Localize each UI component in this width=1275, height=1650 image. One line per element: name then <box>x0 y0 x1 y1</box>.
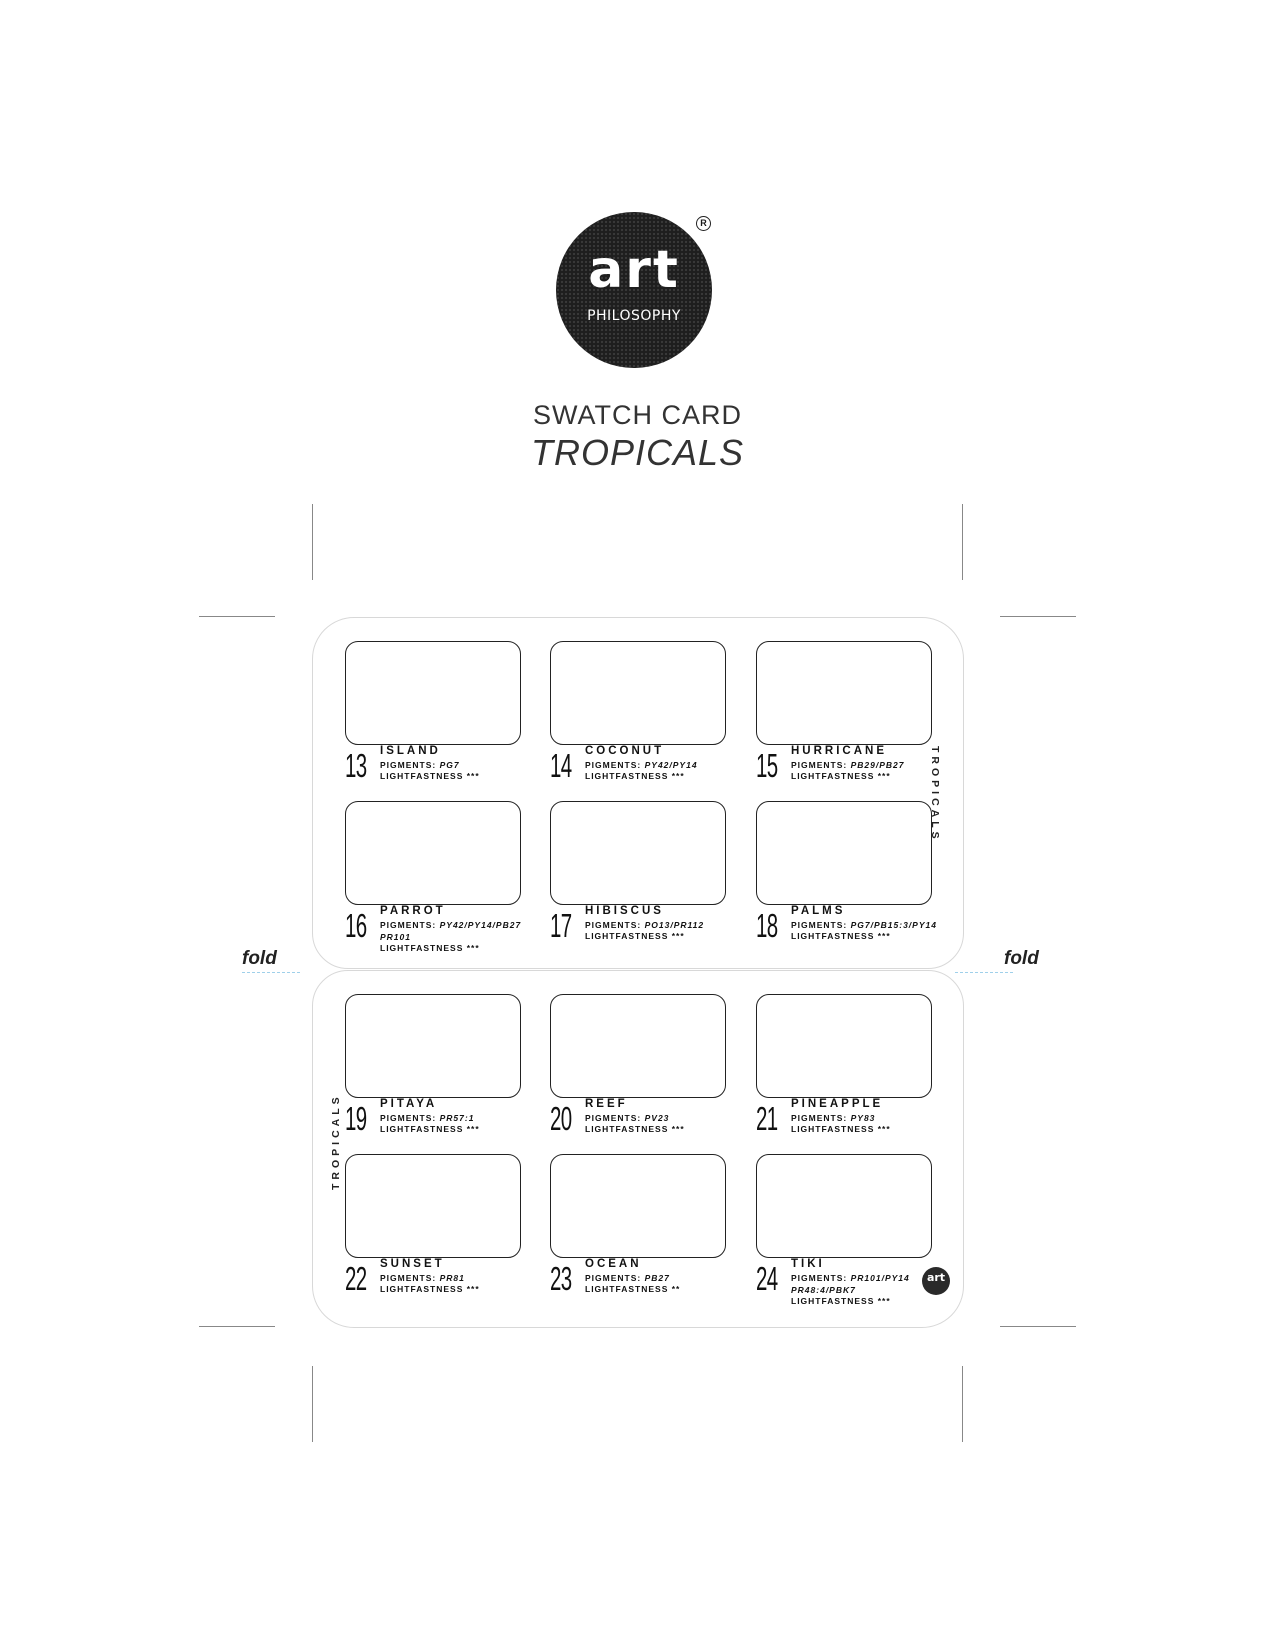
swatch-number: 21 <box>756 1100 778 1137</box>
swatch-paint-area[interactable] <box>756 641 932 745</box>
crop-mark <box>312 504 313 580</box>
swatch-number: 16 <box>345 907 367 944</box>
swatch-lightfastness: LIGHTFASTNESS *** <box>791 771 891 781</box>
pigments-value: PB27 <box>644 1273 670 1283</box>
registered-mark: R <box>696 216 711 231</box>
swatch-pigments <box>380 759 550 771</box>
pigments-value: PY83 <box>850 1113 876 1123</box>
swatch-name: PINEAPPLE <box>791 1098 884 1110</box>
swatch-paint-area[interactable] <box>550 994 726 1098</box>
pigments-value: PR81 <box>439 1273 465 1283</box>
fold-label-right: fold <box>1004 948 1039 969</box>
crop-mark <box>312 1366 313 1442</box>
swatch-pigments <box>585 1272 755 1284</box>
swatch-number: 15 <box>756 747 778 784</box>
pigments-value: PV23 <box>644 1113 670 1123</box>
swatch-name: COCONUT <box>585 745 665 757</box>
swatch-lightfastness: LIGHTFASTNESS *** <box>791 1124 891 1134</box>
swatch-cell <box>550 994 726 1144</box>
swatch-cell <box>345 994 521 1144</box>
pigments-value: PO13/PR112 <box>644 920 705 930</box>
swatch-cell <box>345 641 521 791</box>
swatch-cell <box>550 1154 726 1304</box>
pigments-label: PIGMENTS: <box>791 920 848 930</box>
swatch-name: HURRICANE <box>791 745 887 757</box>
pigments-value-2: PR48:4/PBK7 <box>791 1285 856 1295</box>
swatch-paint-area[interactable] <box>756 1154 932 1258</box>
pigments-value: PR101/PY14 <box>850 1273 910 1283</box>
swatch-number: 23 <box>550 1260 572 1297</box>
pigments-label: PIGMENTS: <box>380 1113 437 1123</box>
swatch-number: 19 <box>345 1100 367 1137</box>
swatch-cell <box>756 994 932 1144</box>
swatch-cell <box>756 641 932 791</box>
pigments-label: PIGMENTS: <box>791 760 848 770</box>
swatch-paint-area[interactable] <box>756 994 932 1098</box>
pigments-label: PIGMENTS: <box>380 1273 437 1283</box>
crop-mark <box>199 1326 275 1327</box>
swatch-number: 24 <box>756 1260 778 1297</box>
crop-mark <box>1000 616 1076 617</box>
swatch-number: 13 <box>345 747 367 784</box>
swatch-lightfastness: LIGHTFASTNESS *** <box>380 1124 480 1134</box>
swatch-cell <box>345 801 521 951</box>
swatch-pigments <box>585 919 755 931</box>
side-label-left: TROPICALS <box>330 1093 342 1190</box>
swatch-pigments <box>791 919 961 931</box>
brand-logo <box>556 212 712 368</box>
pigments-label: PIGMENTS: <box>585 1273 642 1283</box>
swatch-name: ISLAND <box>380 745 441 757</box>
swatch-number: 18 <box>756 907 778 944</box>
swatch-number: 17 <box>550 907 572 944</box>
pigments-label: PIGMENTS: <box>585 760 642 770</box>
swatch-lightfastness: LIGHTFASTNESS *** <box>380 1284 480 1294</box>
crop-mark <box>962 1366 963 1442</box>
swatch-pigments <box>791 759 961 771</box>
swatch-lightfastness: LIGHTFASTNESS *** <box>585 771 685 781</box>
pigments-label: PIGMENTS: <box>791 1113 848 1123</box>
swatch-name: TIKI <box>791 1258 825 1270</box>
pigments-label: PIGMENTS: <box>380 760 437 770</box>
pigments-label: PIGMENTS: <box>585 1113 642 1123</box>
fold-line-right <box>955 972 1013 973</box>
crop-mark <box>962 504 963 580</box>
brand-sub: PHILOSOPHY <box>587 308 681 324</box>
swatch-lightfastness: LIGHTFASTNESS *** <box>585 1124 685 1134</box>
swatch-number: 22 <box>345 1260 367 1297</box>
crop-mark <box>1000 1326 1076 1327</box>
swatch-pigments <box>585 759 755 771</box>
swatch-name: HIBISCUS <box>585 905 664 917</box>
swatch-cell <box>756 1154 932 1304</box>
pigments-value: PG7 <box>439 760 460 770</box>
swatch-lightfastness: LIGHTFASTNESS *** <box>380 943 480 953</box>
swatch-cell <box>756 801 937 951</box>
swatch-lightfastness: LIGHTFASTNESS ** <box>585 1284 681 1294</box>
swatch-number: 20 <box>550 1100 572 1137</box>
swatch-number: 14 <box>550 747 572 784</box>
swatch-pigments <box>585 1112 755 1124</box>
swatch-paint-area[interactable] <box>345 641 521 745</box>
swatch-name: PALMS <box>791 905 846 917</box>
side-label-right: TROPICALS <box>929 746 941 843</box>
pigments-value: PB29/PB27 <box>850 760 905 770</box>
swatch-paint-area[interactable] <box>345 994 521 1098</box>
crop-mark <box>199 616 275 617</box>
pigments-value: PR57:1 <box>439 1113 475 1123</box>
swatch-name: REEF <box>585 1098 628 1110</box>
swatch-cell <box>345 1154 521 1304</box>
swatch-paint-area[interactable] <box>550 1154 726 1258</box>
swatch-pigments <box>791 1112 961 1124</box>
pigments-label: PIGMENTS: <box>791 1273 848 1283</box>
swatch-name: PITAYA <box>380 1098 438 1110</box>
swatch-name: SUNSET <box>380 1258 445 1270</box>
pigments-label: PIGMENTS: <box>585 920 642 930</box>
swatch-lightfastness: LIGHTFASTNESS *** <box>791 1296 891 1306</box>
page-subtitle: TROPICALS <box>530 432 745 473</box>
mini-brand-logo <box>922 1267 950 1295</box>
pigments-value-2: PR101 <box>380 932 411 942</box>
pigments-value: PY42/PY14 <box>644 760 698 770</box>
pigments-value: PG7/PB15:3/PY14 <box>850 920 937 930</box>
pigments-value: PY42/PY14/PB27 <box>439 920 522 930</box>
swatch-lightfastness: LIGHTFASTNESS *** <box>585 931 685 941</box>
swatch-pigments <box>380 1112 550 1124</box>
swatch-lightfastness: LIGHTFASTNESS *** <box>791 931 891 941</box>
swatch-name: OCEAN <box>585 1258 642 1270</box>
swatch-paint-area[interactable] <box>756 801 932 905</box>
swatch-name: PARROT <box>380 905 446 917</box>
swatch-pigments <box>380 919 550 943</box>
swatch-cell <box>550 801 726 951</box>
swatch-pigments <box>380 1272 550 1284</box>
swatch-paint-area[interactable] <box>345 801 521 905</box>
swatch-paint-area[interactable] <box>550 801 726 905</box>
page-title: SWATCH CARD <box>533 400 742 430</box>
swatch-paint-area[interactable] <box>345 1154 521 1258</box>
fold-label-left: fold <box>242 948 277 969</box>
brand-word: art <box>588 240 680 300</box>
mini-brand-word: art <box>926 1271 946 1284</box>
swatch-cell <box>550 641 726 791</box>
swatch-paint-area[interactable] <box>550 641 726 745</box>
swatch-lightfastness: LIGHTFASTNESS *** <box>380 771 480 781</box>
pigments-label: PIGMENTS: <box>380 920 437 930</box>
fold-line-left <box>242 972 300 973</box>
